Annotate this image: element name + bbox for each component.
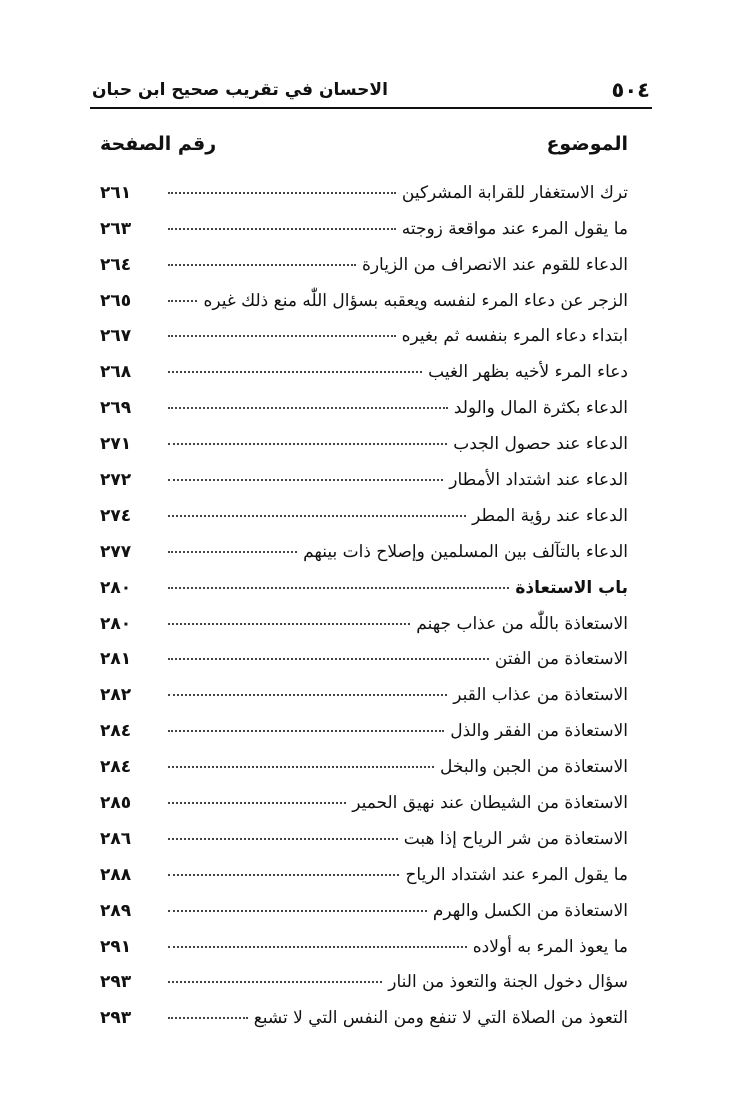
toc-entry-title: الدعاء بالتآلف بين المسلمين وإصلاح ذات بينهم [303,541,628,562]
toc-entry-title: ترك الاستغفار للقرابة المشركين [401,182,628,203]
topic-column-header: الموضوع [546,133,628,155]
toc-entry-title: الاستعاذة باللّٰه من عذاب جهنم [416,613,628,634]
leader-dots [168,228,396,230]
toc-entry [100,849,628,885]
toc-entry-title: دعاء المرء لأخيه بظهر الغيب [428,362,628,383]
toc-entry [100,275,628,311]
leader-dots [168,910,427,912]
header-rule [90,107,652,109]
toc-entry [100,957,628,993]
column-headers [100,126,628,162]
table-of-contents [100,167,628,1028]
toc-entry-page: ٢٦٣ [100,218,132,239]
toc-entry-title: الاستعاذة من الشيطان عند نهيق الحمير [352,793,628,814]
toc-entry-page: ٢٦١ [100,182,132,203]
leader-dots [168,587,509,589]
toc-entry-title: الدعاء بكثرة المال والولد [453,398,628,419]
toc-entry-page: ٢٨٤ [100,721,132,742]
toc-entry-title: التعوذ من الصلاة التي لا تنفع ومن النفس التي لا تشبع [253,1008,628,1029]
leader-dots [168,515,466,517]
toc-entry-title: ما يعوذ المرء به أولاده [472,936,628,957]
toc-entry [100,634,628,670]
toc-entry-title: الاستعاذة من الكسل والهرم [432,900,628,921]
toc-entry [100,454,628,490]
toc-section-heading [100,562,628,598]
leader-dots [168,623,410,625]
leader-dots [168,300,197,302]
leader-dots [168,407,448,409]
leader-dots [168,981,382,983]
toc-entry [100,598,628,634]
running-header [92,74,650,106]
toc-entry-page: ٢٨٩ [100,900,132,921]
toc-entry-title: الاستعاذة من الفقر والذل [450,721,628,742]
toc-entry-title: الدعاء عند اشتداد الأمطار [449,470,628,491]
toc-entry-page: ٢٨٢ [100,685,132,706]
toc-entry-page: ٢٧١ [100,434,132,455]
page-column-header: رقم الصفحة [100,133,217,155]
toc-entry-page: ٢٧٧ [100,541,132,562]
toc-entry-page: ٢٨١ [100,649,132,670]
toc-entry-page: ٢٦٥ [100,290,132,311]
toc-entry-page: ٢٩٣ [100,972,132,993]
toc-entry-title: الزجر عن دعاء المرء لنفسه ويعقبه بسؤال اللّٰه منع ذلك غيره [203,290,628,311]
leader-dots [168,192,396,194]
leader-dots [168,479,443,481]
leader-dots [168,1017,248,1019]
toc-entry [100,813,628,849]
leader-dots [168,946,467,948]
leader-dots [168,874,399,876]
toc-entry [100,382,628,418]
toc-entry [100,885,628,921]
toc-entry-title: ما يقول المرء عند مواقعة زوجته [401,218,628,239]
toc-entry-page: ٢٩١ [100,936,132,957]
leader-dots [168,371,422,373]
toc-entry-page: ٢٩٣ [100,1008,132,1029]
toc-entry-title: ما يقول المرء عند اشتداد الرياح [405,864,628,885]
leader-dots [168,730,444,732]
toc-entry-title: الاستعاذة من الجبن والبخل [440,757,628,778]
toc-entry-title: باب الاستعاذة [515,577,628,598]
toc-entry-page: ٢٨٦ [100,828,132,849]
leader-dots [168,551,297,553]
toc-entry [100,992,628,1028]
toc-entry [100,777,628,813]
toc-entry [100,741,628,777]
toc-entry [100,490,628,526]
leader-dots [168,443,447,445]
toc-entry-title: ابتداء دعاء المرء بنفسه ثم بغيره [401,326,628,347]
toc-entry [100,705,628,741]
toc-entry-title: الاستعاذة من شر الرياح إذا هبت [403,828,628,849]
toc-entry-page: ٢٧٤ [100,505,132,526]
toc-entry [100,526,628,562]
toc-entry-page: ٢٧٢ [100,470,132,491]
leader-dots [168,694,447,696]
toc-entry [100,921,628,957]
toc-entry-page: ٢٨٠ [100,577,132,598]
toc-entry-page: ٢٦٩ [100,398,132,419]
toc-entry-title: الدعاء للقوم عند الانصراف من الزيارة [361,254,628,275]
page-number: ٥٠٤ [611,78,650,102]
leader-dots [168,335,396,337]
toc-entry-page: ٢٦٨ [100,362,132,383]
toc-entry-title: الاستعاذة من عذاب القبر [453,685,628,706]
toc-entry-page: ٢٦٧ [100,326,132,347]
toc-entry-page: ٢٦٤ [100,254,132,275]
leader-dots [168,658,489,660]
toc-entry [100,311,628,347]
toc-entry [100,167,628,203]
leader-dots [168,802,346,804]
toc-entry-title: الدعاء عند رؤية المطر [472,505,628,526]
toc-entry-title: سؤال دخول الجنة والتعوذ من النار [388,972,628,993]
toc-entry [100,203,628,239]
toc-entry [100,346,628,382]
leader-dots [168,766,434,768]
toc-entry-page: ٢٨٠ [100,613,132,634]
toc-entry-title: الدعاء عند حصول الجدب [453,434,628,455]
leader-dots [168,838,398,840]
toc-entry-page: ٢٨٨ [100,864,132,885]
toc-entry [100,239,628,275]
toc-entry [100,669,628,705]
leader-dots [168,264,356,266]
toc-entry-page: ٢٨٤ [100,757,132,778]
book-title: الاحسان في تقريب صحيح ابن حبان [92,80,388,100]
toc-entry-title: الاستعاذة من الفتن [494,649,628,670]
toc-entry [100,418,628,454]
toc-entry-page: ٢٨٥ [100,793,132,814]
